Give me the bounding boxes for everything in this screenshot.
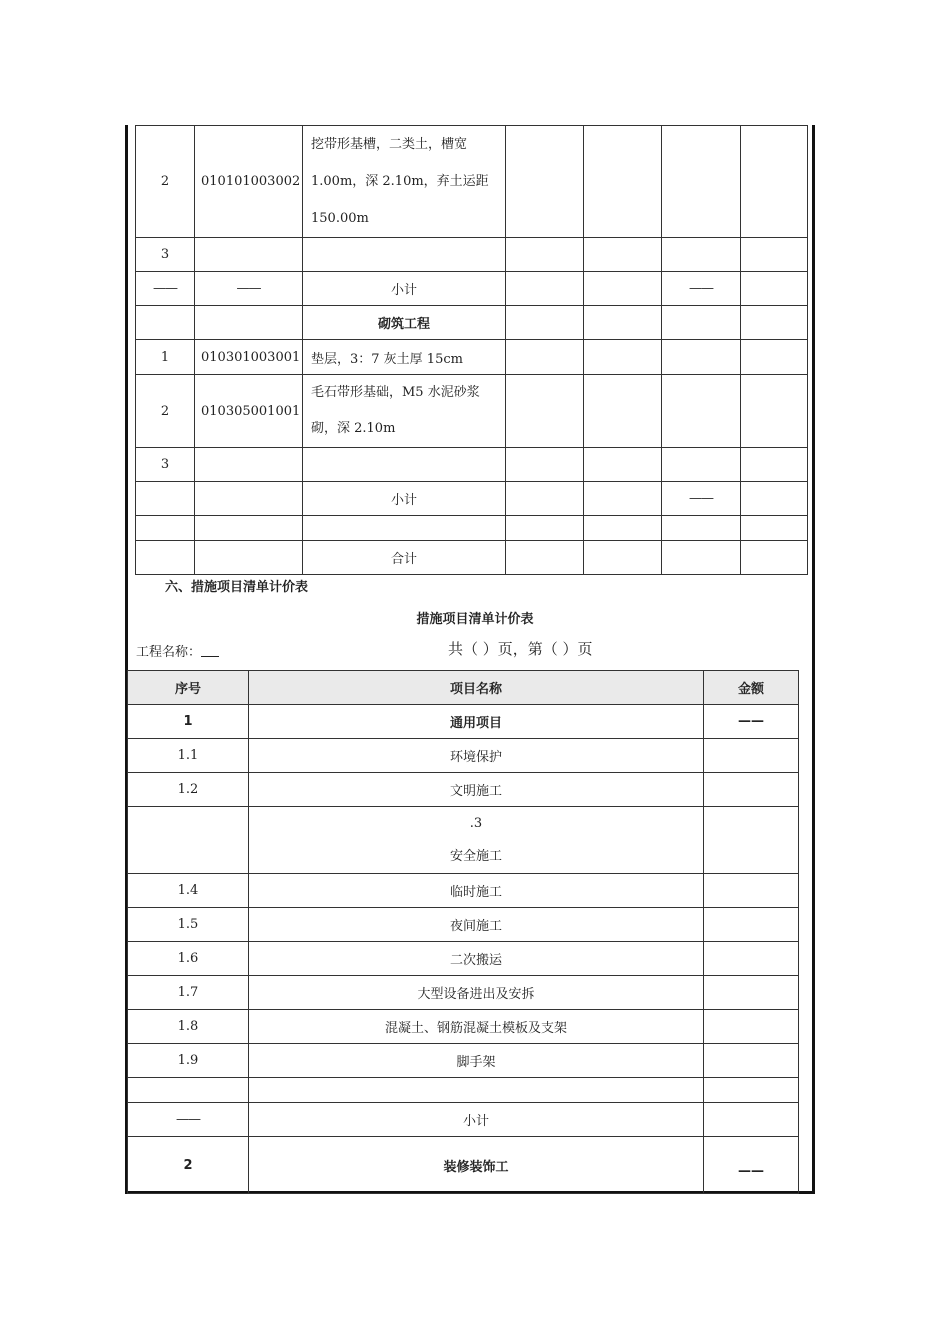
project-name-label: 工程名称：: [136, 645, 202, 660]
item-description: 挖带形基槽，二类土，槽宽 1.00m，深 2.10m，弃土运距 150.00m: [303, 126, 506, 238]
table-row: 1.1 环境保护: [128, 739, 799, 773]
project-name-blank: [201, 644, 219, 657]
table-row: [136, 126, 808, 238]
table-row: 1.7 大型设备进出及安拆: [128, 976, 799, 1010]
item-description: 垫层，3：7 灰土厚 15cm: [303, 340, 506, 375]
section-heading: 六、措施项目清单计价表: [165, 580, 309, 595]
table-row: 2 装修装饰工 ——: [128, 1137, 799, 1194]
item-code: 010301003001: [195, 340, 303, 375]
item-code: 010101003002: [195, 126, 303, 238]
table-row: 1.8 混凝土、钢筋混凝土模板及支架: [128, 1010, 799, 1044]
table-row: [136, 238, 808, 272]
project-name-line: [136, 641, 219, 660]
table-row: [128, 1078, 799, 1103]
table-title: 措施项目清单计价表: [416, 612, 534, 627]
row-number: 2: [136, 126, 195, 238]
table-row: 1 通用项目 ——: [128, 705, 799, 739]
section-header-row: [136, 306, 808, 340]
total-row: [136, 541, 808, 575]
subtotal-label: 小计: [303, 482, 506, 516]
table-header-row: [128, 671, 799, 705]
header-amount: 金额: [704, 671, 799, 705]
table-row: [136, 340, 808, 375]
table-row: .3 安全施工: [128, 807, 799, 874]
table-row: [136, 375, 808, 448]
table-row: [136, 516, 808, 541]
row-number: 3: [136, 448, 195, 482]
subtotal-label: 小计: [303, 272, 506, 306]
item-code: 010305001001: [195, 375, 303, 448]
subtotal-row: 小计 ——: [136, 482, 808, 516]
total-label: 合计: [303, 541, 506, 575]
row-number: 1: [136, 340, 195, 375]
quantity-table: [135, 125, 808, 575]
header-name: 项目名称: [249, 671, 704, 705]
header-no: 序号: [128, 671, 249, 705]
item-description: 毛石带形基础，M5 水泥砂浆 砌，深 2.10m: [303, 375, 506, 448]
row-number: 3: [136, 238, 195, 272]
row-number: 2: [136, 375, 195, 448]
table-row: 1.5 夜间施工: [128, 908, 799, 942]
subtotal-row: —— —— 小计 ——: [136, 272, 808, 306]
subtotal-label: 小计: [249, 1103, 704, 1137]
table-row: [136, 448, 808, 482]
subtotal-row: —— 小计: [128, 1103, 799, 1137]
page-info: 共（ ）页，第（ ）页: [448, 640, 593, 658]
table-row: 1.2 文明施工: [128, 773, 799, 807]
table-row: 1.4 临时施工: [128, 874, 799, 908]
table-row: 1.9 脚手架: [128, 1044, 799, 1078]
table-row: 1.6 二次搬运: [128, 942, 799, 976]
measures-table: [127, 670, 799, 1194]
section-title: 砌筑工程: [303, 306, 506, 340]
